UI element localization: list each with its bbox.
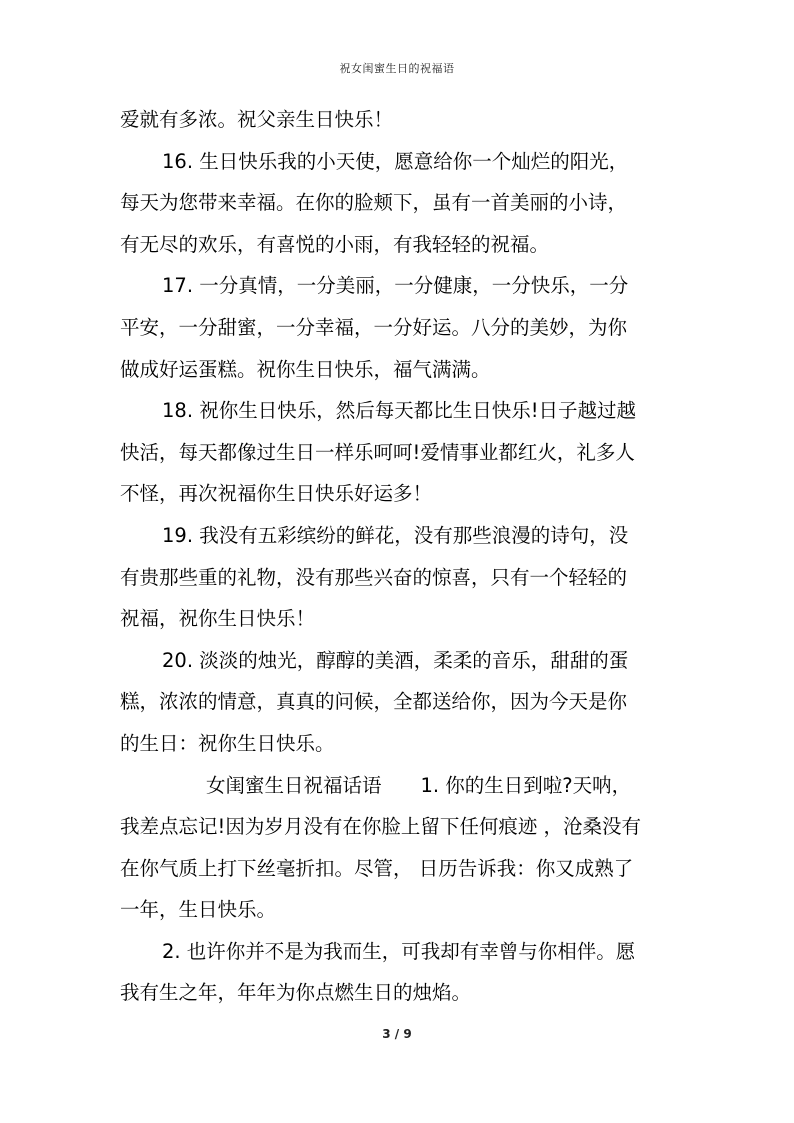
text-line: 快活，每天都像过生日一样乐呵呵!爱情事业都红火，礼多人 [120, 440, 635, 464]
text-line: 在你气质上打下丝毫折扣。尽管， 日历告诉我：你又成熟了 [120, 856, 634, 880]
section-heading-line: 女闺蜜生日祝福话语 1. 你的生日到啦?天呐， [206, 773, 632, 797]
text-line: 2. 也许你并不是为我而生，可我却有幸曾与你相伴。愿 [162, 939, 636, 963]
text-line: 的生日：祝你生日快乐。 [120, 731, 335, 755]
text-line: 平安，一分甜蜜，一分幸福，一分好运。八分的美妙，为你 [120, 315, 628, 339]
text-line: 祝福，祝你生日快乐！ [120, 607, 316, 631]
text-line: 爱就有多浓。祝父亲生日快乐！ [120, 108, 394, 131]
page-number: 3 / 9 [382, 1027, 412, 1041]
text-line: 17. 一分真情，一分美丽，一分健康，一分快乐，一分 [162, 274, 629, 298]
text-line: 18. 祝你生日快乐，然后每天都比生日快乐!日子越过越 [162, 399, 637, 423]
text-line: 16. 生日快乐我的小天使，愿意给你一个灿烂的阳光， [162, 149, 629, 173]
text-line: 一年，生日快乐。 [120, 898, 277, 922]
text-line: 有贵那些重的礼物，没有那些兴奋的惊喜，只有一个轻轻的 [120, 565, 628, 589]
text-line: 每天为您带来幸福。在你的脸颊下，虽有一首美丽的小诗， [120, 191, 628, 215]
text-line: 糕，浓浓的情意，真真的问候，全都送给你，因为今天是你 [120, 690, 628, 714]
text-line: 我差点忘记!因为岁月没有在你脸上留下任何痕迹 ，沧桑没有 [120, 815, 642, 839]
running-header: 祝女闺蜜生日的祝福语 [339, 62, 455, 75]
text-line: 有无尽的欢乐，有喜悦的小雨，有我轻轻的祝福。 [120, 232, 550, 256]
text-line: 做成好运蛋糕。祝你生日快乐，福气满满。 [120, 357, 491, 381]
text-line: 我有生之年，年年为你点燃生日的烛焰。 [120, 981, 472, 1005]
text-line: 20. 淡淡的烛光，醇醇的美酒，柔柔的音乐，甜甜的蛋 [162, 648, 629, 672]
text-line: 不怪，再次祝福你生日快乐好运多！ [120, 482, 433, 506]
document-body [120, 99, 680, 1014]
text-line: 19. 我没有五彩缤纷的鲜花，没有那些浪漫的诗句，没 [162, 523, 629, 547]
